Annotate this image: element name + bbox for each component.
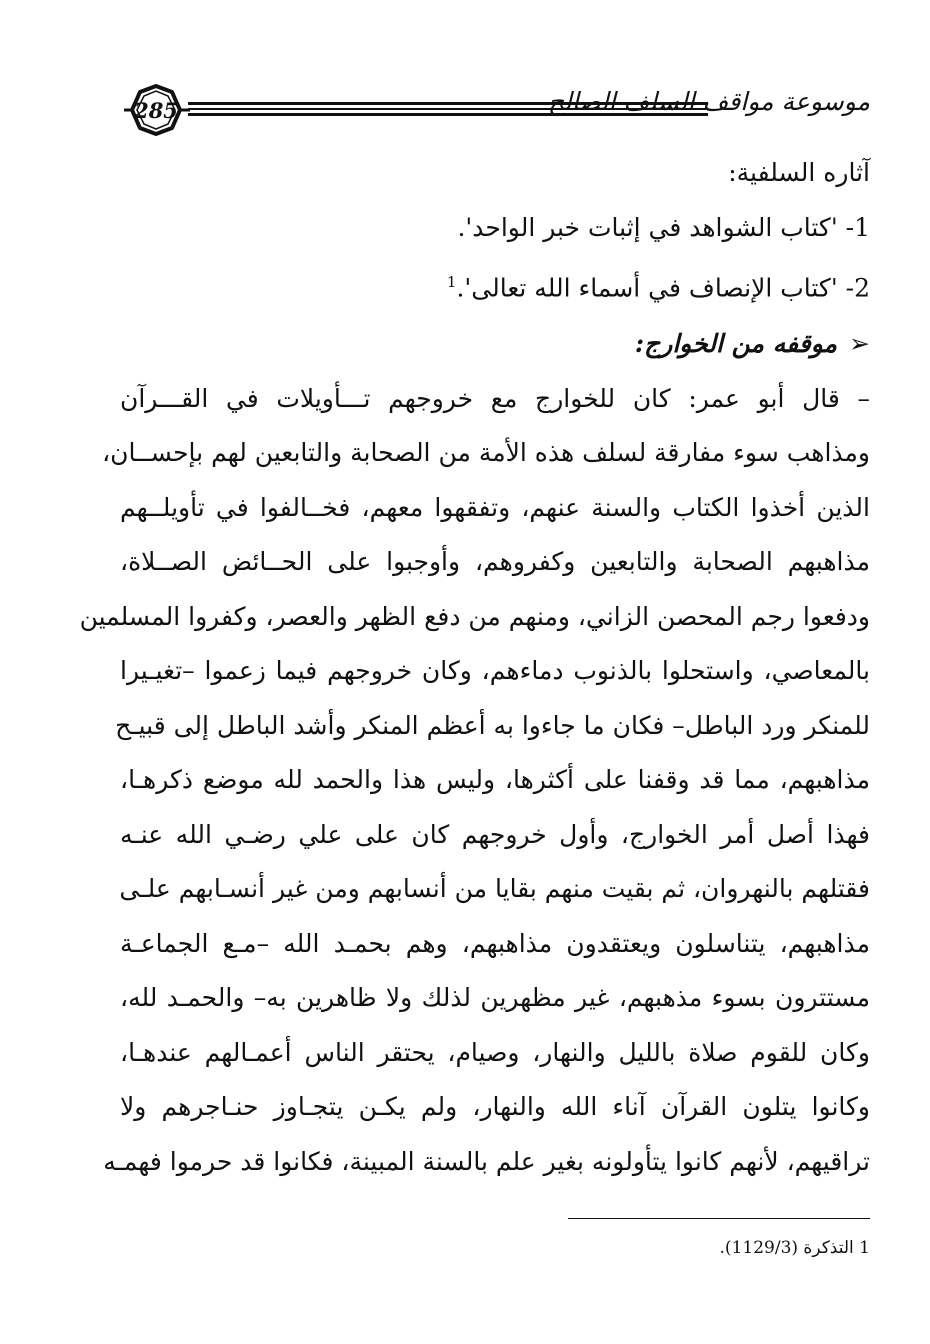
paragraph-line: فهذا أصل أمر الخوارج، وأول خروجهم كان على علي رضـي الله عنـه xyxy=(120,819,870,849)
page-header xyxy=(118,80,870,142)
paragraph-line: مذاهبهم، مما قد وقفنا على أكثرها، وليس هذا والحمد لله موضع ذكرهـا، xyxy=(120,765,870,795)
paragraph-line: مستترون بسوء مذهبهم، غير مظهرين لذلك ولا ظاهرين به– والحمـد لله، xyxy=(120,983,870,1013)
section-heading xyxy=(120,316,870,372)
paragraph-line: الذين أخذوا الكتاب والسنة عنهم، وتفقهوا معهم، فخــالفوا في تأويلــهم xyxy=(120,492,870,522)
work-item-2 xyxy=(120,255,870,316)
page-number-badge xyxy=(118,82,194,138)
work-item-2-text: 2- 'كتاب الإنصاف في أسماء الله تعالى'. xyxy=(456,273,870,303)
paragraph-line: – قال أبو عمر: كان للخوارج مع خروجهم تـــأويلات في القـــرآن xyxy=(120,383,870,413)
paragraph-line: ومذاهب سوء مفارقة لسلف هذه الأمة من الصحابة والتابعين لهم بإحســان، xyxy=(102,438,870,468)
page-body xyxy=(79,146,870,1189)
footnote-reference: 1 xyxy=(446,273,457,291)
paragraph-line: بالمعاصي، واستحلوا بالذنوب دماءهم، وكان خروجهم فيما زعموا –تغيـيرا xyxy=(120,656,870,686)
arrow-bullet-icon: ➢ xyxy=(849,328,870,358)
section-heading-text: موقفه من الخوارج: xyxy=(634,328,838,358)
paragraph-line: ودفعوا رجم المحصن الزاني، ومنهم من دفع الظهر والعصر، وكفروا المسلمين xyxy=(79,601,870,631)
paragraph-line: مذاهبهم، يتناسلون ويعتقدون مذاهبهم، وهم بحمـد الله –مـع الجماعـة xyxy=(120,928,870,958)
paragraph-line: تراقيهم، لأنهم كانوا يتأولونه بغير علم بالسنة المبينة، فكانوا قد حرموا فهمـه xyxy=(103,1146,870,1176)
paragraph-line: فقتلهم بالنهروان، ثم بقيت منهم بقايا من أنسابهم ومن غير أنسـابهم علـى xyxy=(119,874,870,904)
page-number: 285 xyxy=(134,97,178,123)
paragraph-line: وكان للقوم صلاة بالليل والنهار، وصيام، يحتقر الناس أعمـالهم عندهـا، xyxy=(120,1037,870,1067)
footnote-separator xyxy=(568,1218,870,1219)
work-item-1: 1- 'كتاب الشواهد في إثبات خبر الواحد'. xyxy=(457,212,870,242)
paragraph-line: وكانوا يتلون القرآن آناء الله والنهار، ولم يكـن يتجـاوز حنـاجرهم ولا xyxy=(120,1092,870,1122)
works-heading: آثاره السلفية: xyxy=(728,158,870,187)
paragraph-line: مذاهبهم الصحابة والتابعين وكفروهم، وأوجبوا على الحــائض الصــلاة، xyxy=(120,547,870,577)
series-title: موسوعة مواقف السلف الصالح xyxy=(547,87,870,116)
body-paragraph xyxy=(79,372,870,1190)
paragraph-line: للمنكر ورد الباطل– فكان ما جاءوا به أعظم المنكر وأشد الباطل إلى قبيـح xyxy=(115,710,870,740)
footnote: 1 التذكرة (1129/3). xyxy=(719,1238,870,1258)
